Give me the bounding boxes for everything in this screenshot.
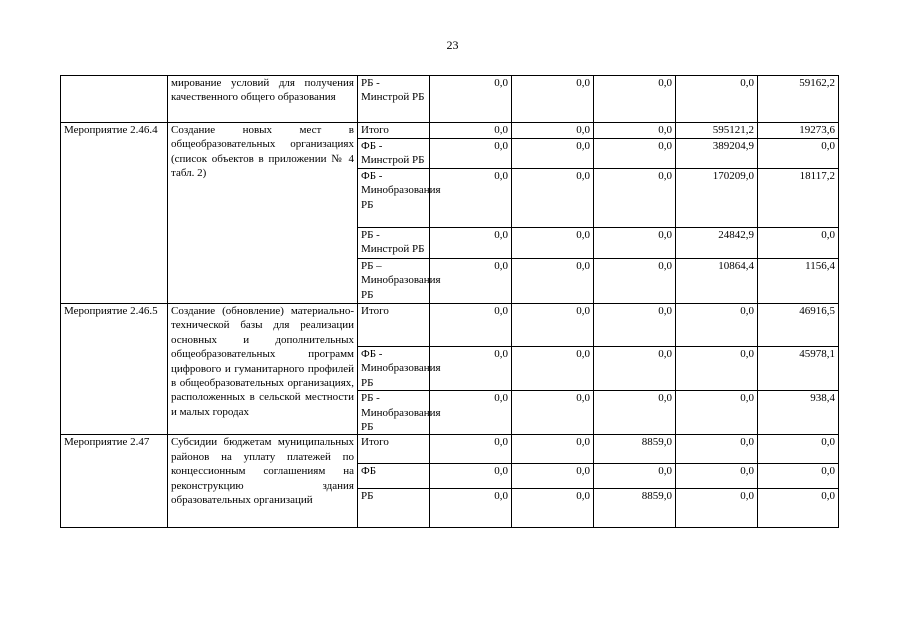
- funding-source-cell: Итого: [358, 435, 430, 464]
- value-cell: 0,0: [430, 259, 512, 304]
- value-cell: 0,0: [758, 464, 839, 489]
- value-cell: 10864,4: [676, 259, 758, 304]
- funding-source-cell: РБ - Минобразования РБ: [358, 391, 430, 435]
- value-cell: 0,0: [676, 347, 758, 391]
- value-cell: 0,0: [594, 123, 676, 139]
- value-cell: 18117,2: [758, 169, 839, 228]
- activity-id-cell: Мероприятие 2.46.4: [61, 123, 168, 304]
- value-cell: 0,0: [758, 489, 839, 528]
- value-cell: 24842,9: [676, 228, 758, 259]
- activity-description-cell: Субсидии бюджетам муниципальных районов на уплату платежей по концессионным соглашениям на реконструкцию здания образовательных организаций: [168, 435, 358, 528]
- value-cell: 170209,0: [676, 169, 758, 228]
- value-cell: 0,0: [676, 76, 758, 123]
- table-row: [61, 304, 839, 347]
- funding-source-cell: ФБ - Минобразования РБ: [358, 169, 430, 228]
- value-cell: 0,0: [594, 228, 676, 259]
- value-cell: 0,0: [594, 391, 676, 435]
- value-cell: 0,0: [676, 489, 758, 528]
- value-cell: 0,0: [512, 169, 594, 228]
- value-cell: 0,0: [430, 464, 512, 489]
- activity-id-cell: [61, 76, 168, 123]
- value-cell: 0,0: [594, 304, 676, 347]
- value-cell: 0,0: [676, 464, 758, 489]
- value-cell: 0,0: [430, 347, 512, 391]
- funding-source-cell: РБ: [358, 489, 430, 528]
- activity-description-cell: мирование условий для получения качественного общего образования: [168, 76, 358, 123]
- table-row: [61, 435, 839, 464]
- value-cell: 0,0: [430, 139, 512, 169]
- value-cell: 59162,2: [758, 76, 839, 123]
- value-cell: 0,0: [512, 464, 594, 489]
- value-cell: 0,0: [512, 123, 594, 139]
- value-cell: 45978,1: [758, 347, 839, 391]
- value-cell: 0,0: [676, 435, 758, 464]
- value-cell: 938,4: [758, 391, 839, 435]
- value-cell: 0,0: [512, 435, 594, 464]
- value-cell: 8859,0: [594, 435, 676, 464]
- value-cell: 0,0: [594, 169, 676, 228]
- funding-source-cell: ФБ: [358, 464, 430, 489]
- value-cell: 0,0: [512, 347, 594, 391]
- value-cell: 0,0: [512, 139, 594, 169]
- value-cell: 0,0: [758, 435, 839, 464]
- funding-source-cell: РБ - Минстрой РБ: [358, 76, 430, 123]
- funding-source-cell: ФБ - Минстрой РБ: [358, 139, 430, 169]
- value-cell: 0,0: [594, 464, 676, 489]
- value-cell: 389204,9: [676, 139, 758, 169]
- value-cell: 0,0: [430, 123, 512, 139]
- value-cell: 8859,0: [594, 489, 676, 528]
- page-number: 23: [446, 38, 459, 52]
- value-cell: 0,0: [594, 347, 676, 391]
- value-cell: 0,0: [430, 435, 512, 464]
- value-cell: 0,0: [512, 259, 594, 304]
- value-cell: 46916,5: [758, 304, 839, 347]
- value-cell: 0,0: [430, 391, 512, 435]
- value-cell: 0,0: [594, 76, 676, 123]
- funding-source-cell: Итого: [358, 304, 430, 347]
- value-cell: 0,0: [676, 304, 758, 347]
- funding-source-cell: РБ – Минобразования РБ: [358, 259, 430, 304]
- value-cell: 0,0: [512, 304, 594, 347]
- value-cell: 0,0: [758, 228, 839, 259]
- table-row: [61, 76, 839, 123]
- value-cell: 0,0: [512, 76, 594, 123]
- value-cell: 1156,4: [758, 259, 839, 304]
- budget-table: [60, 75, 839, 528]
- activity-id-cell: Мероприятие 2.47: [61, 435, 168, 528]
- value-cell: 0,0: [430, 228, 512, 259]
- activity-description-cell: Создание новых мест в общеобразовательных организациях (список объектов в приложении № 4 табл. 2): [168, 123, 358, 304]
- funding-source-cell: РБ - Минстрой РБ: [358, 228, 430, 259]
- value-cell: 0,0: [594, 259, 676, 304]
- value-cell: 0,0: [512, 489, 594, 528]
- activity-description-cell: Создание (обновление) материально-технической базы для реализации основных и дополнительных общеобразовательных программ цифрового и гуманитарного профилей в общеобразовательных организациях, расположенных в сельской местности и малых городах: [168, 304, 358, 435]
- value-cell: 0,0: [758, 139, 839, 169]
- funding-source-cell: ФБ - Минобразования РБ: [358, 347, 430, 391]
- value-cell: 595121,2: [676, 123, 758, 139]
- value-cell: 0,0: [676, 391, 758, 435]
- value-cell: 19273,6: [758, 123, 839, 139]
- value-cell: 0,0: [430, 169, 512, 228]
- value-cell: 0,0: [430, 304, 512, 347]
- table-row: [61, 123, 839, 139]
- value-cell: 0,0: [430, 489, 512, 528]
- value-cell: 0,0: [594, 139, 676, 169]
- value-cell: 0,0: [512, 228, 594, 259]
- value-cell: 0,0: [430, 76, 512, 123]
- activity-id-cell: Мероприятие 2.46.5: [61, 304, 168, 435]
- funding-source-cell: Итого: [358, 123, 430, 139]
- value-cell: 0,0: [512, 391, 594, 435]
